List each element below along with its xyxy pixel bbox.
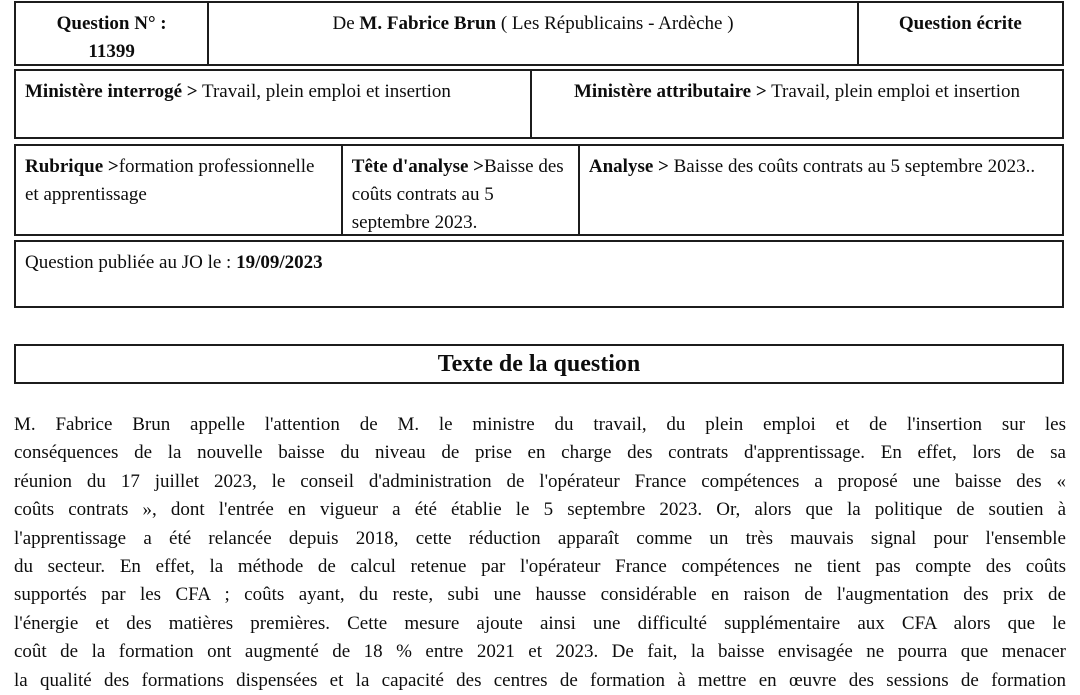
publication-cell (16, 242, 1062, 306)
author-name: M. Fabrice Brun (359, 13, 497, 34)
analyse-value: Baisse des coûts contrats au 5 septembre 2023.. (668, 156, 1036, 177)
tete-analyse-cell (341, 146, 578, 234)
question-text-line: l'énergie et des matières premières. Cette mesure ajoute ainsi une difficulté supplémentaire aux CFA alors que le (14, 612, 1066, 634)
question-text-line: M. Fabrice Brun appelle l'attention de M. le ministre du travail, du plein emploi et de l'insertion sur les (14, 414, 1066, 435)
question-text (14, 411, 1066, 695)
question-type-cell (857, 3, 1062, 64)
question-text-line: réunion du 17 juillet 2023, le conseil d'administration de l'opérateur France compétences a proposé une baisse des « (14, 470, 1066, 492)
rubrique-label: Rubrique > (25, 156, 119, 177)
section-title: Texte de la question (437, 351, 641, 377)
header-row-publication (14, 240, 1064, 308)
question-text-line: supportés par les CFA ; coûts ayant, du reste, subi une hausse considérable en raison de l'augmentation des prix de (14, 584, 1066, 606)
publication-label: Question publiée au JO le : (25, 252, 237, 273)
ministere-attributaire-label: Ministère attributaire > (574, 81, 767, 102)
question-number-cell (16, 3, 207, 64)
rubrique-value: formation professionnelle et apprentissage (25, 156, 315, 205)
question-number-value: 11399 (88, 41, 135, 62)
author-group-district: ( Les Républicains - Ardèche ) (496, 13, 734, 34)
question-text-line: du secteur. En effet, la méthode de calcul retenue par l'opérateur France compétences ne tient pas compte des coûts (14, 556, 1066, 578)
rubrique-cell (16, 146, 341, 234)
question-text-line: l'apprentissage a été relancée depuis 2018, cette réduction apparaît comme un très mauvais signal pour l'ensemble (14, 527, 1066, 549)
question-text-line: coûts contrats », dont l'entrée en vigueur a été établie le 5 septembre 2023. Or, alors que la politique de soutien à (14, 499, 1066, 521)
ministere-attributaire-value: Travail, plein emploi et insertion (766, 81, 1021, 102)
analyse-label: Analyse > (588, 156, 669, 177)
header-row-analyse (14, 144, 1064, 236)
question-text-line: conséquences de la nouvelle baisse du niveau de prise en charge des contrats d'apprentissage. En effet, lors de sa (14, 442, 1066, 464)
header-row-ministeres (14, 69, 1064, 139)
ministere-interroge-cell (16, 71, 530, 137)
section-title-box (14, 344, 1064, 384)
ministere-attributaire-cell (530, 71, 1062, 137)
question-author-cell (207, 3, 856, 64)
ministere-interroge-value: Travail, plein emploi et insertion (197, 81, 451, 102)
tete-analyse-value: Baisse des coûts contrats au 5 septembre 2023. (351, 156, 564, 233)
question-number-label: Question N° : (56, 13, 167, 34)
analyse-cell (578, 146, 1062, 234)
question-text-line-clipped: la qualité des formations dispensées et la capacité des centres de formation à mettre en œuvre des sessions de formation (14, 669, 1066, 691)
header-row-identification (14, 1, 1064, 66)
ministere-interroge-label: Ministère interrogé > (25, 81, 198, 102)
question-text-line: coût de la formation ont augmenté de 18 % entre 2021 et 2023. De fait, la baisse envisagée ne pourra que menacer (14, 641, 1066, 663)
author-prefix: De (332, 13, 360, 34)
publication-date: 19/09/2023 (236, 252, 323, 273)
tete-analyse-label: Tête d'analyse > (351, 156, 484, 177)
question-type-label: Question écrite (898, 13, 1022, 34)
